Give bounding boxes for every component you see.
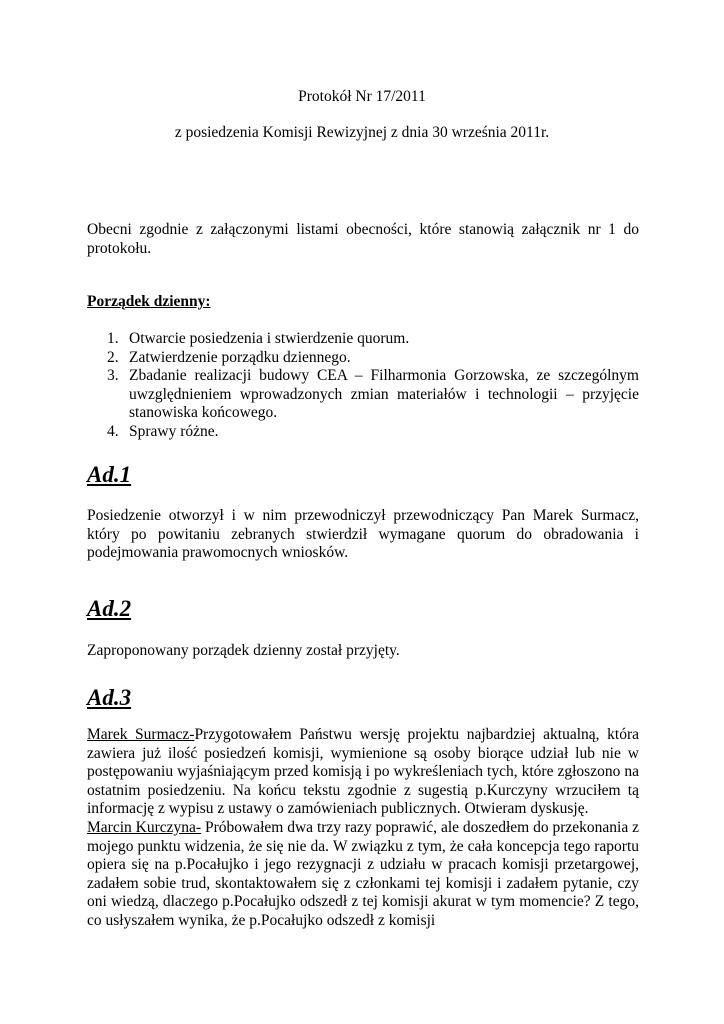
document-subtitle: z posiedzenia Komisji Rewizyjnej z dnia 30 września 2011r. xyxy=(174,124,550,141)
ad3-paragraph-kurczyna xyxy=(87,819,639,931)
agenda-item xyxy=(87,367,639,423)
agenda-item-text: Sprawy różne. xyxy=(129,422,219,440)
agenda-item xyxy=(87,423,639,442)
ad2-heading: Ad.2 xyxy=(87,596,132,621)
ad1-paragraph: Posiedzenie otworzył i w nim przewodniczył przewodniczący Pan Marek Surmacz, który po powitaniu zebranych stwierdził wymagane quorum do obradowania i podejmowania prawomocnych wniosków. xyxy=(87,507,639,562)
agenda-item-text: Otwarcie posiedzenia i stwierdzenie quorum. xyxy=(129,330,410,347)
agenda-item-text: Zbadanie realizacji budowy CEA – Filharmonia Gorzowska, ze szczególnym uwzględnieniem wprowadzonych zmian materiałów i technologii – przyjęcie stanowiska końcowego. xyxy=(129,367,639,422)
agenda-list xyxy=(87,330,639,442)
speaker-name: Marcin Kurczyna- xyxy=(87,819,202,836)
speaker-name: Marek Surmacz- xyxy=(87,726,195,743)
ad3-paragraph-surmacz xyxy=(87,726,639,819)
agenda-item xyxy=(87,349,639,368)
agenda-item xyxy=(87,330,639,349)
speech-text: Próbowałem dwa trzy razy poprawić, ale doszedłem do przekonania z mojego punktu widzenia, że się nie da. W związku z tym, że cała koncepcja tego raportu opiera się na p.Pocałujko i jego rezygnacji z udziału w pracach komisji przetargowej, zadałem sobie trud, skontaktowałem się z członkami tej komisji i zadałem pytanie, czy oni wiedzą, dlaczego p.Pocałujko odszedł z tej komisji akurat w tym momencie? Z tego, co usłyszałem wynika, że p.Pocałujko odszedł z komisji xyxy=(87,819,640,929)
agenda-item-number: 1. xyxy=(107,330,119,347)
agenda-item-number: 2. xyxy=(107,348,119,366)
ad3-heading: Ad.3 xyxy=(87,685,132,710)
attendance-paragraph: Obecni zgodnie z załączonymi listami obecności, które stanowią załącznik nr 1 do protokołu. xyxy=(87,221,639,257)
ad1-heading: Ad.1 xyxy=(87,462,132,487)
agenda-heading: Porządek dzienny: xyxy=(87,293,211,310)
document-title: Protokół Nr 17/2011 xyxy=(298,88,426,105)
agenda-item-text: Zatwierdzenie porządku dziennego. xyxy=(129,348,351,366)
agenda-item-number: 3. xyxy=(107,367,119,385)
speech-text: Przygotowałem Państwu wersję projektu najbardziej aktualną, która zawiera już ilość posiedzeń komisji, wymienione są osoby biorące udział lub nie w postępowaniu wyjaśniającym przed komisją i po wykreśleniach tych, które zgłoszono na ostatnim posiedzeniu. Na końcu tekstu zgodnie z sugestią p.Kurczyny wrzuciłem tą informację z wypisu z ustawy o zamówieniach publicznych. Otwieram dyskusję. xyxy=(87,726,639,818)
agenda-item-number: 4. xyxy=(107,422,119,440)
ad2-paragraph: Zaproponowany porządek dzienny został przyjęty. xyxy=(87,642,400,659)
